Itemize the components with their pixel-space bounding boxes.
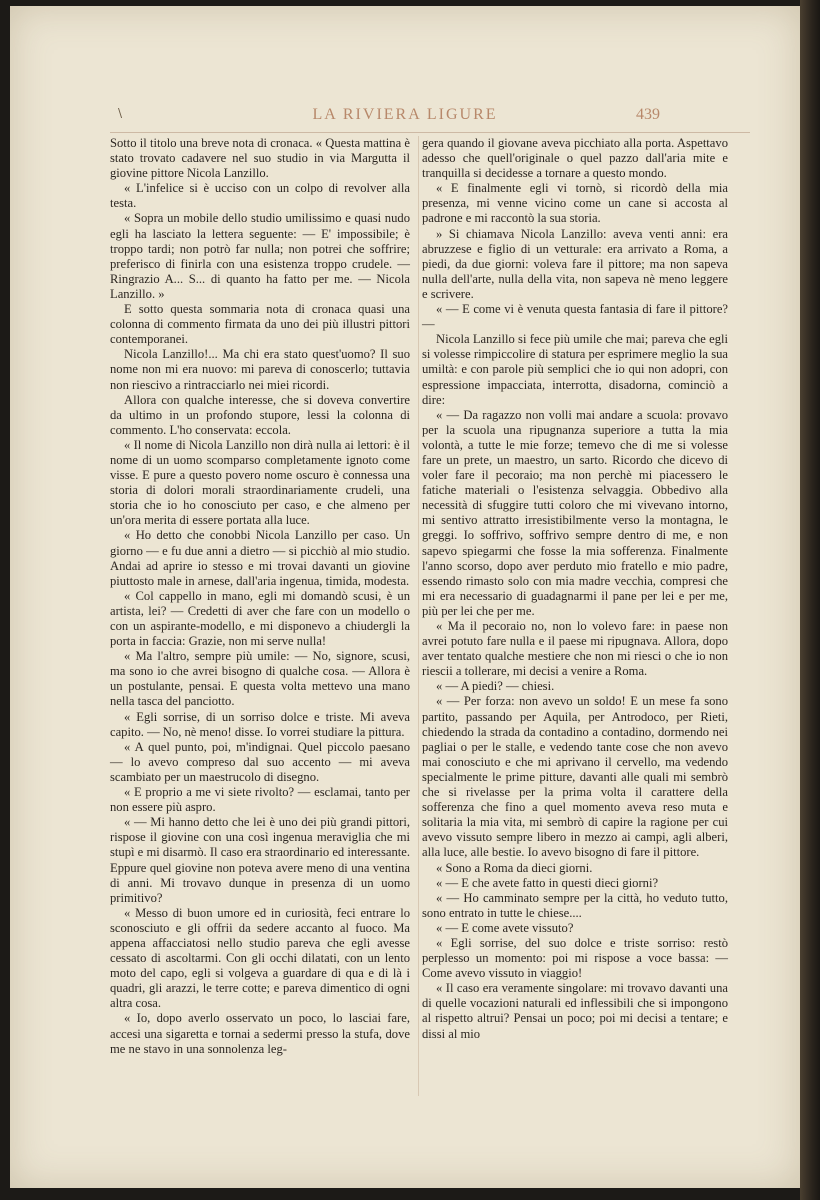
paragraph: « — A piedi? — chiesi. [436,679,555,694]
header-rule [110,132,750,133]
running-title: LA RIVIERA LIGURE [312,106,498,123]
paragraph: « Messo di buon umore ed in curiosità, feci entrare lo sconosciuto e gli offrii da sedere accanto al fuoco. Ma appena affacciatosi nello studio pareva che egli avesse cessato di ascoltarmi. Con gli occhi dilatati, con un lento moto del capo, egli si volgeva a guardare di qua e di là i quadri, gli arazzi, le terre cotte; e pareva dimentico di ogni altra cosa. [110,905,410,1011]
paragraph: E sotto questa sommaria nota di cronaca quasi una colonna di commento firmata da uno dei più illustri pittori contemporanei. [110,302,410,347]
page-header [10,106,800,130]
paragraph: « Sono a Roma da dieci giorni. [436,860,593,875]
paragraph: « — Da ragazzo non volli mai andare a scuola: provavo per la scuola una ripugnanza superiore a tutta la mia volontà, a tutte le mie forze; temevo che di me si volesse fare un prete, un maestro, un sarto. Ricordo che dicevo di voler fare il pecoraio; ma non perchè mi piacessero le fatiche materiali o l'esistenza selvaggia. Obbedivo alla necessità di sfuggire tutti coloro che mi vivevano intorno, mi sentivo attratto irresistibilmente verso la montagna, le greggi. Io soffrivo, soffrivo sempre dentro di me, e non sapevo spiegarmi che fosse la mia sofferenza. Finalmente l'anno scorso, dopo aver perduto mio fratello e mio padre, essendo rimasto solo con mia madre vecchia, compresi che mi era necessario di guadagnarmi il pane per lei e per me, più per lei che per me. [422,407,728,618]
right-column [422,136,728,1042]
magazine-page [10,6,800,1188]
paragraph: « — Mi hanno detto che lei è uno dei più grandi pittori, rispose il giovine con una così ingenua meraviglia che mi stupì e mi disarmò. Il caso era straordinario ed interessante. Eppure quel giovine non poteva avere meno di una ventina di anni. Mi trovavo dunque in presenza di un uomo primitivo? [110,815,410,905]
paragraph: « — E come vi è venuta questa fantasia di fare il pittore? — [422,302,728,332]
page-edge [800,0,820,1200]
paragraph: « L'infelice si è ucciso con un colpo di revolver alla testa. [110,181,410,211]
paragraph: Nicola Lanzillo si fece più umile che mai; pareva che egli si volesse rimpiccolire di statura per esprimere meglio la sua umiltà: e con parole più semplici che io qui non adopri, con espressione impacciata, interrotta, disadorna, cominciò a dire: [422,332,728,407]
paragraph: « Egli sorrise, di un sorriso dolce e triste. Mi aveva capito. — No, nè meno! disse. Io vorrei studiare la pittura. [110,709,410,739]
paragraph: » Si chiamava Nicola Lanzillo: aveva venti anni: era abruzzese e figlio di un vetturale: era arrivato a Roma, a piedi, da due giorni: voleva fare il pittore; ma non sapeva nulla dell'arte, nulla della vita, non sapeva nè meno leggere e scrivere. [422,226,728,301]
page-number: 439 [636,106,660,123]
paragraph: « Col cappello in mano, egli mi domandò scusi, è un artista, lei? — Credetti di aver che fare con un modello o con un aspirante-modello, e mi disponevo a chiudergli la porta in faccia: Grazie, non mi serve nulla! [110,588,410,649]
paragraph: « Sopra un mobile dello studio umilissimo e quasi nudo egli ha lasciato la lettera seguente: — E' impossibile; è troppo tardi; non potrò far nulla; non potrei che soffrire; preferisco di finirla con una esistenza troppo crudele. — Ringrazio A... S... di quanto ha fatto per me. — Nicola Lanzillo. » [110,211,410,301]
paragraph: « — E come avete vissuto? [436,920,574,935]
paragraph: « Egli sorrise, del suo dolce e triste sorriso: restò perplesso un momento: poi mi rispose a voce bassa: — Come avevo vissuto in viaggio! [422,935,728,981]
paragraph: « — Ho camminato sempre per la città, ho veduto tutto, sono entrato in tutte le chiese.... [422,890,728,920]
paragraph: « Il nome di Nicola Lanzillo non dirà nulla ai lettori: è il nome di un uomo scomparso completamente ignoto come visse. E pure a questo povero nome oscuro è connessa una storia di dolori morali straordinariamente crudeli, una storia che io ho conosciuto per caso, e che almeno per un'ora merita di essere portata alla luce. [110,437,410,528]
paragraph: Sotto il titolo una breve nota di cronaca. « Questa mattina è stato trovato cadavere nel suo studio in via Margutta il giovine pittore Nicola Lanzillo. [110,136,410,181]
left-column [110,136,410,1057]
paragraph: « — Per forza: non avevo un soldo! E un mese fa sono partito, passando per Aquila, per Antrodoco, per Rieti, chiedendo la strada da contadino a contadino, dormendo nei pagliai o per le stalle, e vedendo tante cose che non avevo mai conosciuto e che mi aprivano il cervello, ma vedendo specialmente le prime pitture, davanti alle quali mi sembrò che si rivelasse per la prima volta il carattere della sofferenza che fino a quel momento aveva reso muta e solitaria la mia vita, mi sembrò di capire la ragione per cui avevo vissuto sempre libero in mezzo ai campi, agli alberi, alla luce, alle bestie. Io avevo bisogno di fare il pittore. [422,694,728,860]
paragraph: « Ho detto che conobbi Nicola Lanzillo per caso. Un giorno — e fu due anni a dietro — si picchiò al mio studio. Andai ad aprire io stesso e mi trovai davanti un giovine piuttosto male in arnese, dall'aria ingenua, timida, modesta. [110,528,410,588]
margin-mark: \ [118,106,123,120]
column-divider [418,136,419,1096]
paragraph: « A quel punto, poi, m'indignai. Quel piccolo paesano — lo avevo compreso dal suo accento — mi aveva scambiato per un maestrucolo di disegno. [110,739,410,784]
paragraph: « Io, dopo averlo osservato un poco, lo lasciai fare, accesi una sigaretta e tornai a sedermi presso la stufa, dove me ne stavo in una sonnolenza leg- [110,1011,410,1056]
paragraph: « Ma il pecoraio no, non lo volevo fare: in paese non avrei potuto fare nulla e il paese mi ripugnava. Allora, dopo aver tentato qualche mestiere che non mi riesci o che io non riescii a tollerare, mi decisi a venire a Roma. [422,619,728,679]
paragraph: Allora con qualche interesse, che si doveva convertire da ultimo in un profondo stupore, lessi la colonna di commento. L'ho conservata: eccola. [110,392,410,437]
paragraph: Nicola Lanzillo!... Ma chi era stato quest'uomo? Il suo nome non mi era nuovo: mi pareva di conoscerlo; tuttavia non riescivo a rintracciarlo nei miei ricordi. [110,347,410,392]
paragraph: « Ma l'altro, sempre più umile: — No, signore, scusi, ma sono io che avrei bisogno di qualche cosa. — Allora è un postulante, pensai. E questa volta mettevo una mano nella tasca del panciotto. [110,649,410,709]
paragraph: « — E che avete fatto in questi dieci giorni? [436,875,659,890]
paragraph: « E proprio a me vi siete rivolto? — esclamai, tanto per non essere più aspro. [110,785,410,815]
paragraph: « E finalmente egli vi tornò, si ricordò della mia presenza, mi venne vicino come un cane si accosta al padrone e mi raccontò la sua storia. [422,181,728,226]
paragraph: gera quando il giovane aveva picchiato alla porta. Aspettavo adesso che quell'originale o quel pazzo dall'aria mite e tranquilla si decidesse a tornare a questo mondo. [422,136,728,181]
paragraph: « Il caso era veramente singolare: mi trovavo davanti una di quelle vocazioni naturali ed inflessibili che si impongono al rispetto altrui? Pensai un poco; poi mi decisi a tentare; e dissi al mio [422,981,728,1041]
